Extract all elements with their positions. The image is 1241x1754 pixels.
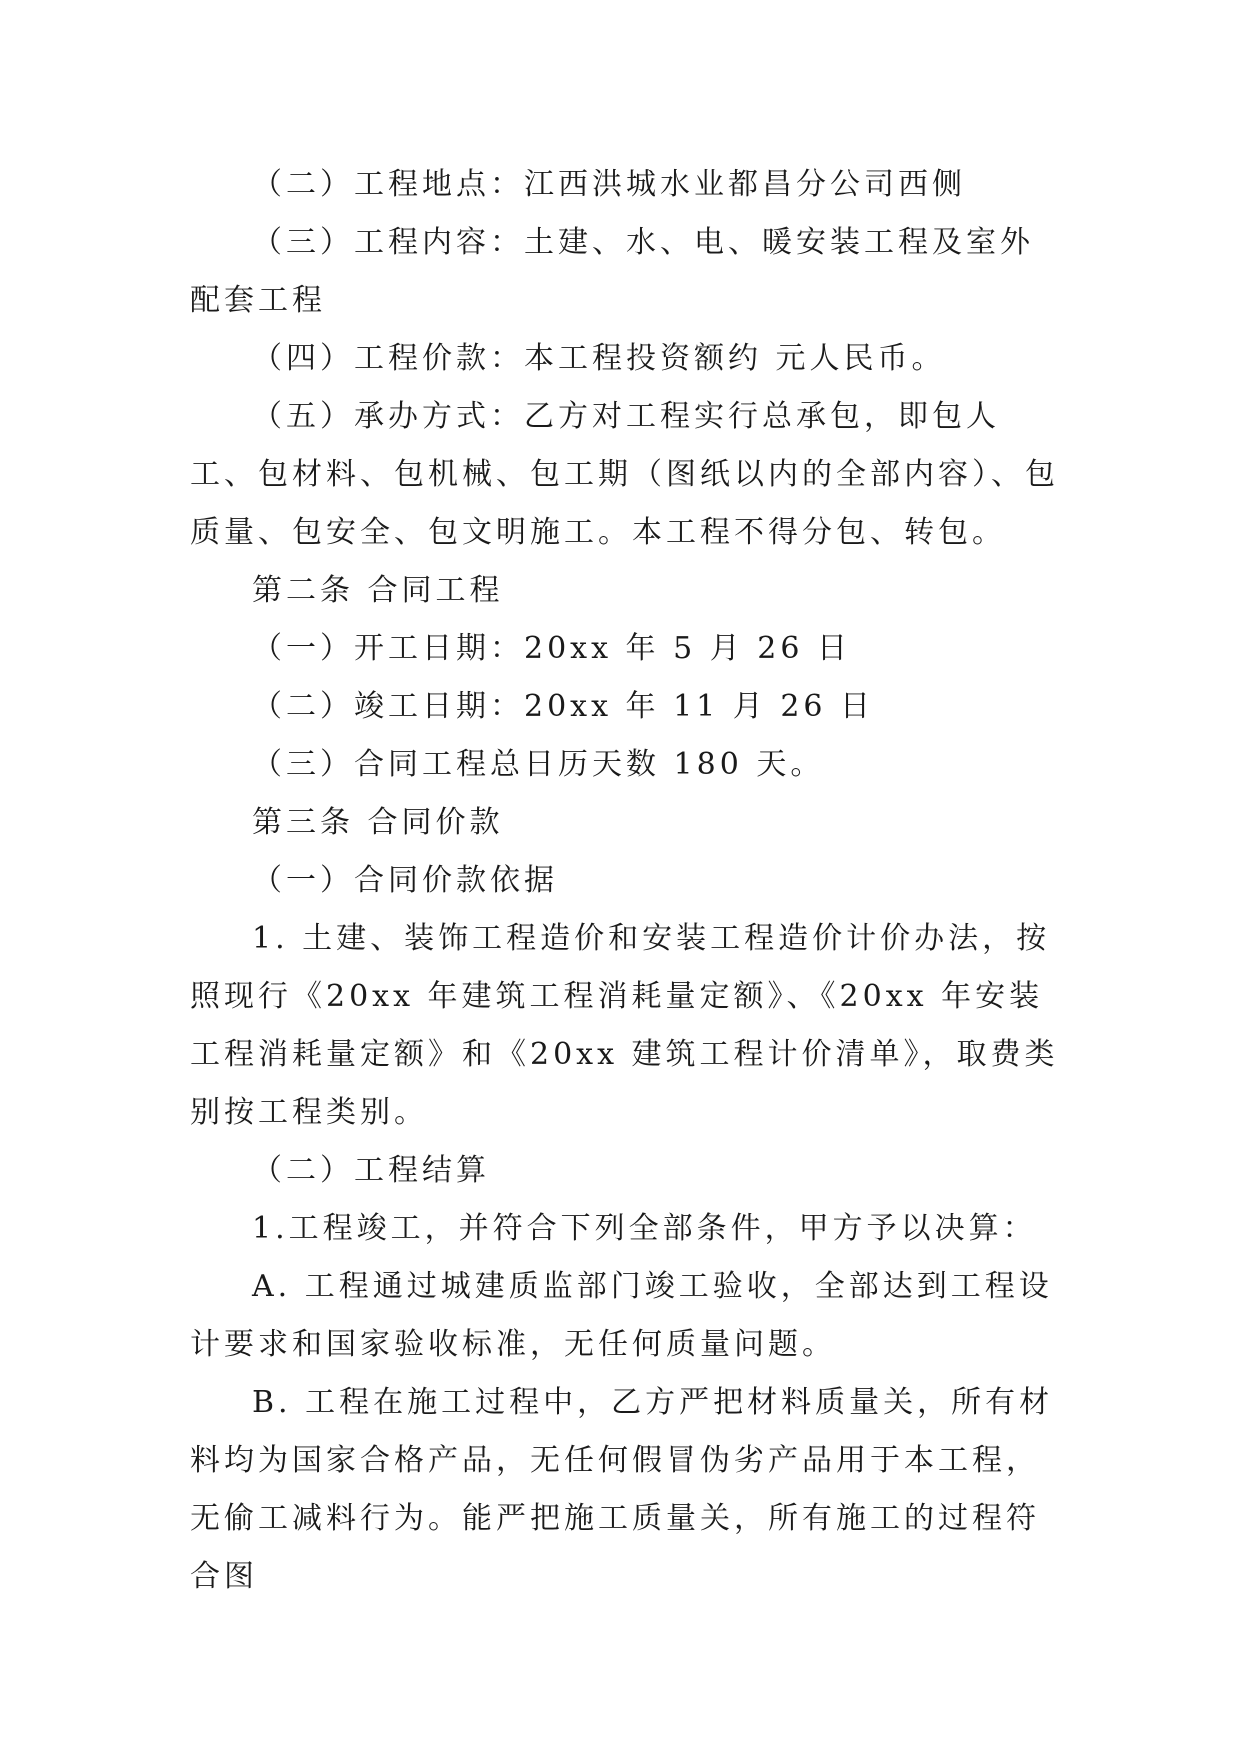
paragraph-contract-method: （五）承办方式：乙方对工程实行总承包，即包人工、包材料、包机械、包工期（图纸以内的全部内容）、包质量、包安全、包文明施工。本工程不得分包、转包。 [190,399,1059,550]
heading-article-2: 第二条 合同工程 [252,573,504,608]
paragraph-settlement-conditions: 1.工程竣工，并符合下列全部条件，甲方予以决算： [252,1211,1037,1246]
paragraph-project-location: （二）工程地点：江西洪城水业都昌分公司西侧 [252,167,966,202]
paragraph-project-price: （四）工程价款：本工程投资额约 元人民币。 [252,341,946,376]
heading-article-3: 第三条 合同价款 [252,805,504,840]
paragraph-price-basis: （一）合同价款依据 [252,863,558,898]
document-body [190,156,1060,1606]
paragraph-condition-b: B. 工程在施工过程中，乙方严把材料质量关，所有材料均为国家合格产品，无任何假冒伪劣产品用于本工程，无偷工减料行为。能严把施工质量关，所有施工的过程符合图 [190,1385,1054,1594]
paragraph-total-days: （三）合同工程总日历天数 180 天。 [252,747,825,782]
paragraph-settlement: （二）工程结算 [252,1153,490,1188]
paragraph-project-content: （三）工程内容：土建、水、电、暖安装工程及室外配套工程 [190,225,1034,318]
paragraph-start-date: （一）开工日期：20xx 年 5 月 26 日 [252,631,851,666]
paragraph-condition-a: A. 工程通过城建质监部门竣工验收，全部达到工程设计要求和国家验收标准，无任何质量问题。 [190,1269,1053,1362]
paragraph-pricing-method: 1. 土建、装饰工程造价和安装工程造价计价办法，按照现行《20xx 年建筑工程消耗量定额》、《20xx 年安装工程消耗量定额》和《20xx 建筑工程计价清单》，取费类别按工程类别。 [190,921,1059,1130]
paragraph-completion-date: （二）竣工日期：20xx 年 11 月 26 日 [252,689,875,724]
